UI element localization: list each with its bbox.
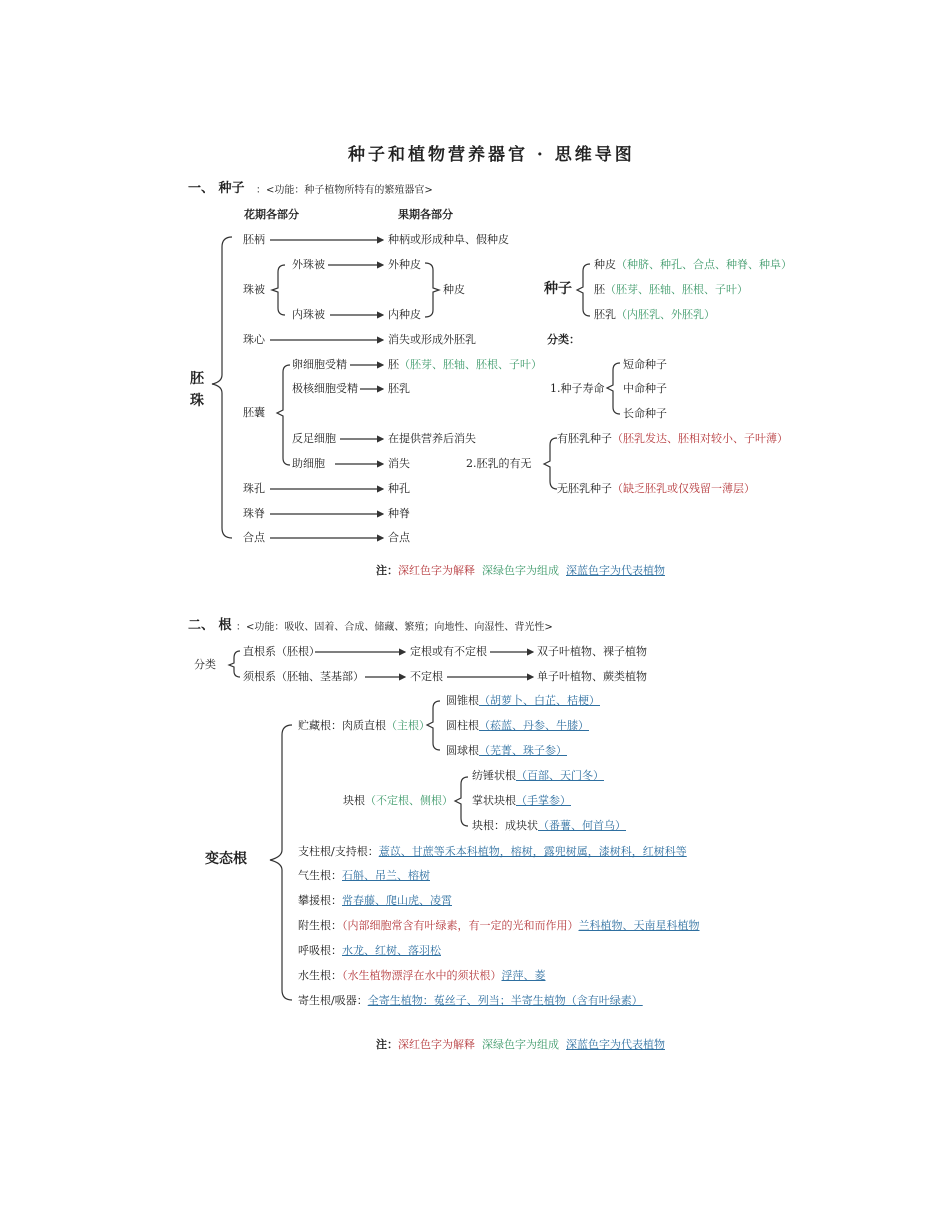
label-neizhongpi: 内种皮 [388, 308, 421, 321]
tap-root-to: 定根或有不定根 [410, 645, 487, 658]
label-peinang: 胚囊 [243, 406, 265, 419]
seed-long: 长命种子 [623, 407, 667, 420]
page-title: 种子和植物营养器官 · 思维导图 [348, 145, 635, 165]
lump-root: 块根：成块状（番薯、何首乌） [472, 819, 626, 832]
seed-coat: 种皮（种脐、种孔、合点、种脊、种阜） [594, 258, 792, 271]
label-hedian-to: 合点 [388, 531, 410, 544]
seed-endosperm: 胚乳（内胚乳、外胚乳） [594, 308, 715, 321]
prop-root: 支柱根/支持根：薏苡、甘蔗等禾本科植物，榕树，露兜树属，漆树科，红树科等 [298, 845, 687, 858]
seed-heading: 一、 种子 [188, 181, 245, 196]
label-embryo: 胚（胚芽、胚轴、胚根、子叶） [388, 358, 542, 371]
label-fanzu: 反足细胞 [292, 432, 336, 445]
label-peiru: 胚乳 [388, 382, 410, 395]
cone-root: 圆锥根（胡萝卜、白芷、桔梗） [446, 694, 600, 707]
label-zhuxin: 珠心 [243, 333, 265, 346]
label-zhongji: 种脊 [388, 507, 410, 520]
seed-without: 无胚乳种子（缺乏胚乳或仅残留一薄层） [557, 482, 755, 495]
aerial-root: 气生根：石斛、吊兰、榕树 [298, 869, 430, 882]
climbing-root: 攀援根：常春藤、爬山虎、凌霄 [298, 894, 452, 907]
fibrous-root-to: 不定根 [410, 670, 443, 683]
root-classify: 分类 [194, 658, 216, 671]
label-zhongpi: 种皮 [443, 283, 465, 296]
ball-root: 圆球根（芜菁、珠子参） [446, 744, 567, 757]
cylinder-root: 圆柱根（菘蓝、丹参、牛膝） [446, 719, 589, 732]
label-waizhubei: 外珠被 [292, 258, 325, 271]
modified-root-label: 变态根 [205, 851, 247, 867]
label-zhubei: 珠被 [243, 283, 265, 296]
root-function: ：<功能：吸收、固着、合成、储藏、繁殖；向地性、向湿性、背光性> [236, 622, 553, 633]
root-heading: 二、 根 [188, 618, 232, 633]
seed-short: 短命种子 [623, 358, 667, 371]
seed-embryo: 胚（胚芽、胚轴、胚根、子叶） [594, 283, 748, 296]
spindle-root: 纺锤状根（百部、天门冬） [472, 769, 604, 782]
label-zhongkong: 种孔 [388, 482, 410, 495]
epiphytic-root: 附生根：（内部细胞常含有叶绿素，有一定的光和而作用）兰科植物、天南星科植物 [298, 919, 700, 932]
storage-root: 贮藏根：肉质直根（主根） [298, 719, 430, 732]
seed-with: 有胚乳种子（胚乳发达、胚相对较小、子叶薄） [557, 432, 788, 445]
aquatic-root: 水生根：（水生植物漂浮在水中的须状根）浮萍、菱 [298, 969, 546, 982]
seed-life: 1.种子寿命 [550, 382, 605, 395]
label-zhu-to: 消失 [388, 457, 410, 470]
label-jihe: 极核细胞受精 [292, 382, 358, 395]
label-hedian: 合点 [243, 531, 265, 544]
root-note: 注：深红色字为解释 深绿色字为组成 深蓝色字为代表植物 [376, 1038, 665, 1051]
label-zhuxin-to: 消失或形成外胚乳 [388, 333, 476, 346]
label-zhu: 助细胞 [292, 457, 325, 470]
seed-endo: 2.胚乳的有无 [466, 457, 532, 470]
seed-mid: 中命种子 [623, 382, 667, 395]
respiratory-root: 呼吸根：水龙、红树、落羽松 [298, 944, 441, 957]
fibrous-root-end: 单子叶植物、蕨类植物 [537, 670, 647, 683]
flower-column-header: 花期各部分 [244, 208, 299, 221]
seed-classify: 分类： [547, 333, 580, 346]
seed-label: 种子 [544, 281, 572, 297]
label-peibing: 胚柄 [243, 233, 265, 246]
ovule-label: 胚珠 [190, 371, 204, 409]
seed-function: ：<功能：种子植物所特有的繁殖器官> [256, 185, 433, 196]
seed-note: 注：深红色字为解释 深绿色字为组成 深蓝色字为代表植物 [376, 564, 665, 577]
label-waizhongpi: 外种皮 [388, 258, 421, 271]
label-luanxibao: 卵细胞受精 [292, 358, 347, 371]
palm-root: 掌状块根（手掌参） [472, 794, 571, 807]
label-neizhubei: 内珠被 [292, 308, 325, 321]
fruit-column-header: 果期各部分 [398, 208, 453, 221]
label-fanzu-to: 在提供营养后消失 [388, 432, 476, 445]
tap-root-end: 双子叶植物、裸子植物 [537, 645, 647, 658]
fibrous-root: 须根系（胚轴、茎基部） [243, 670, 364, 683]
label-zhukong: 珠孔 [243, 482, 265, 495]
tuber-root: 块根（不定根、侧根） [343, 794, 453, 807]
label-zhuji: 珠脊 [243, 507, 265, 520]
label-peibing-to: 种柄或形成种阜、假种皮 [388, 233, 509, 246]
parasitic-root: 寄生根/吸器：全寄生植物：菟丝子、列当；半寄生植物（含有叶绿素） [298, 994, 643, 1007]
tap-root: 直根系（胚根） [243, 645, 320, 658]
